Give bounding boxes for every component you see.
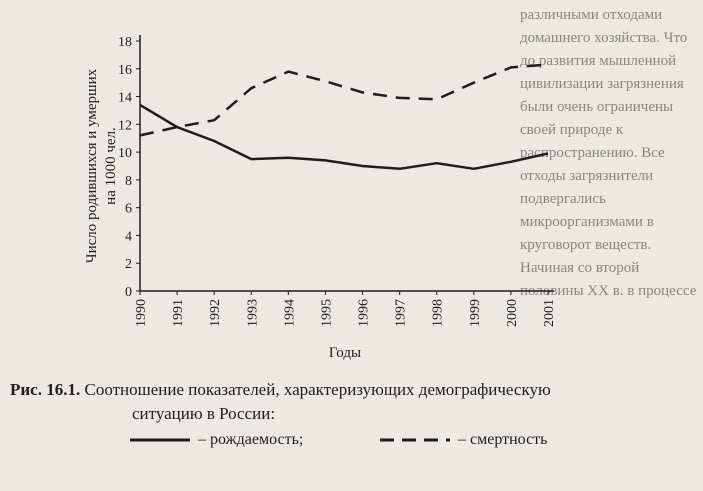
x-tick-label: 1998 — [430, 299, 446, 327]
legend-swatch-solid — [130, 437, 190, 443]
y-tick-label: 10 — [118, 146, 132, 162]
background-page-text: различными отходами домашнего хозяйства. Что до развития мышленной цивилизации загрязнения были очень ограничены своей природе к распространению. Все отходы загрязнители подвергались микроорганизмами в круговорот веществ. Начиная со второй половины XX в. в процессе — [520, 7, 697, 299]
x-axis-ticks — [134, 291, 557, 327]
legend-label-birth: – рождаемость; — [198, 431, 304, 448]
figure-label: Рис. 16.1. — [10, 380, 81, 399]
y-tick-label: 4 — [125, 229, 132, 245]
x-axis-title: Годы — [328, 345, 362, 361]
y-tick-label: 2 — [125, 257, 132, 273]
x-tick-label: 1994 — [282, 299, 298, 327]
series-line-death — [140, 65, 548, 136]
series-line-birth — [140, 105, 548, 169]
y-axis-title: Число родившихся и умерших на 1000 чел. — [84, 68, 119, 264]
legend-swatch-dashed — [380, 437, 450, 443]
y-tick-label: 0 — [125, 285, 132, 300]
legend-item-birth — [130, 431, 303, 449]
x-tick-label: 1996 — [356, 299, 372, 327]
x-tick-label: 1993 — [245, 299, 261, 327]
x-tick-label: 2001 — [542, 299, 557, 327]
figure-caption — [10, 378, 700, 426]
x-tick-label: 1997 — [393, 299, 409, 327]
y-tick-label: 6 — [125, 201, 132, 217]
x-tick-label: 1999 — [467, 299, 483, 327]
legend-item-death — [380, 431, 547, 449]
y-tick-label: 8 — [125, 173, 132, 189]
chart-legend — [130, 431, 690, 457]
legend-label-death: – смертность — [458, 431, 548, 448]
chart-series — [140, 65, 548, 169]
y-tick-label: 12 — [118, 118, 132, 134]
x-tick-label: 1992 — [208, 299, 224, 327]
x-tick-label: 1990 — [134, 299, 149, 327]
x-tick-label: 1991 — [171, 299, 187, 327]
x-tick-label: 2000 — [504, 299, 520, 327]
y-tick-label: 18 — [118, 35, 132, 50]
caption-line-2: ситуацию в России: — [132, 404, 276, 423]
y-axis-ticks — [118, 35, 140, 300]
x-tick-label: 1995 — [319, 299, 335, 327]
y-tick-label: 16 — [118, 62, 132, 78]
caption-line-1: Соотношение показателей, характеризующих демографическую — [84, 380, 551, 399]
y-tick-label: 14 — [118, 90, 132, 106]
